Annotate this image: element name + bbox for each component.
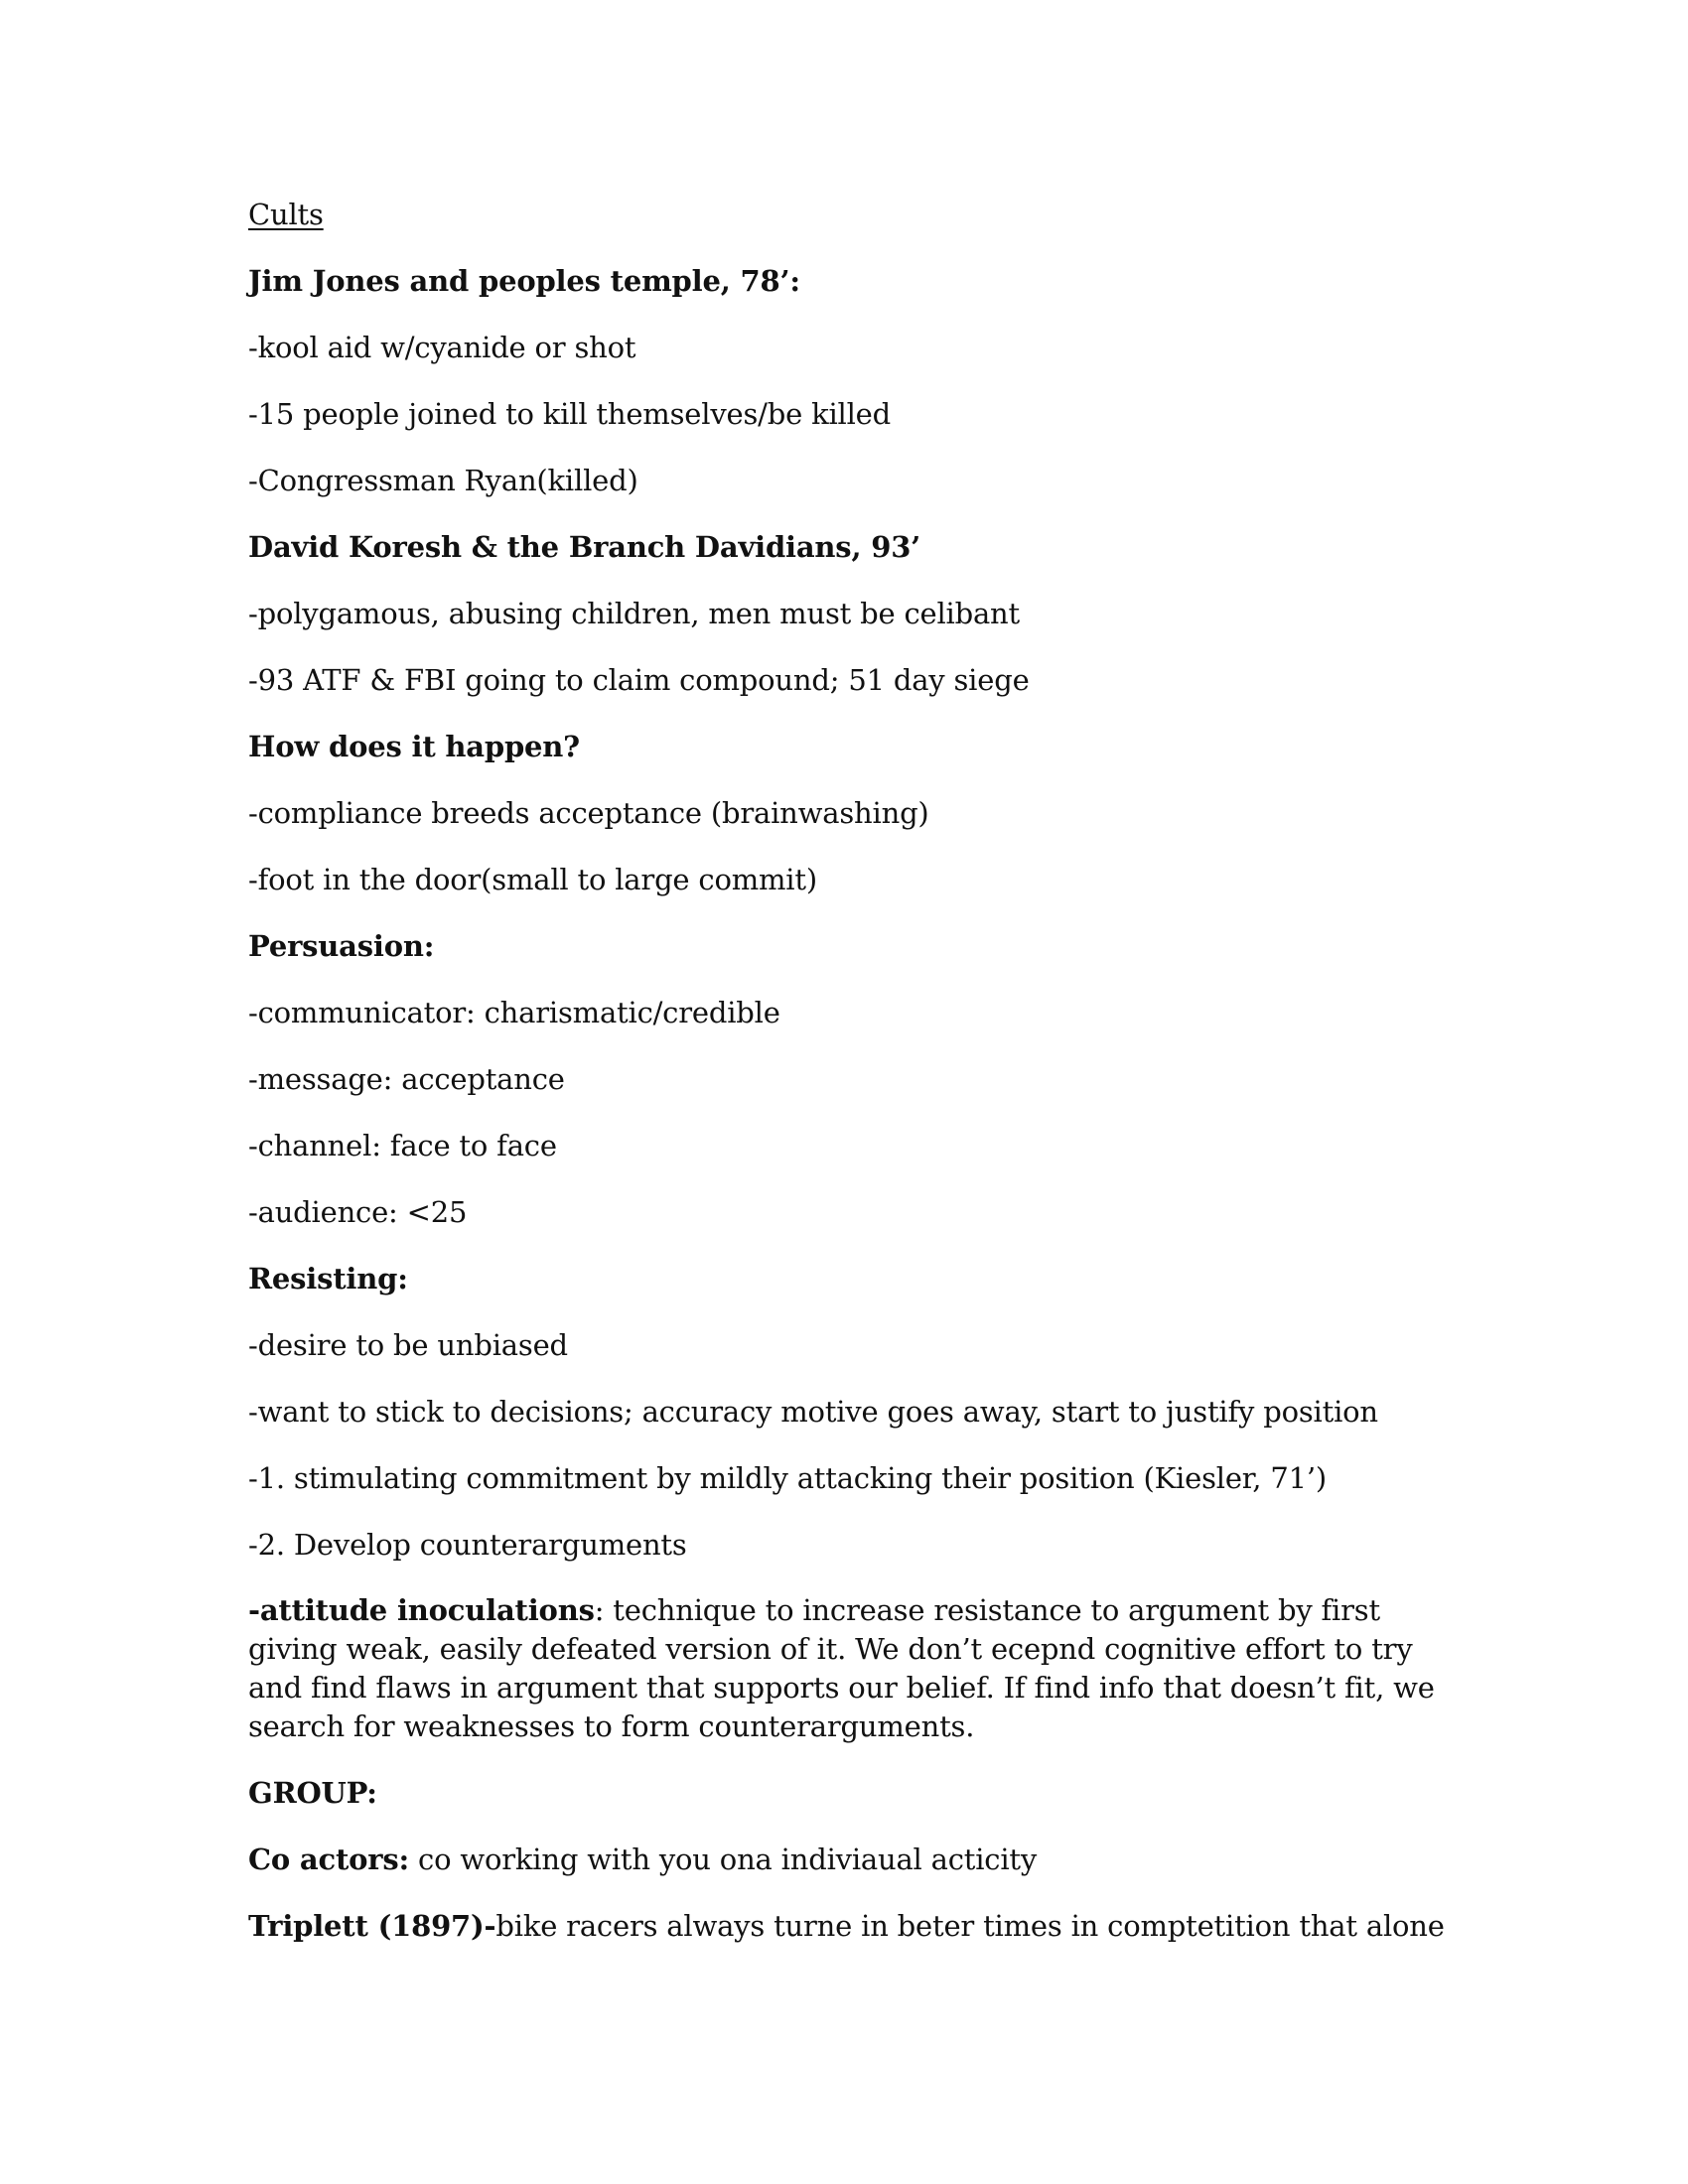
triplett-term: Triplett (1897)- [248,1909,496,1943]
attitude-inoculations-paragraph [248,1591,1470,1746]
note-line: -message: acceptance [248,1062,565,1096]
note-line: -Congressman Ryan(killed) [248,464,638,497]
note-line: -desire to be unbiased [248,1328,568,1362]
note-line: -2. Develop counterarguments [248,1528,687,1562]
inoculation-term: attitude inoculations [259,1593,595,1627]
note-line: -channel: face to face [248,1129,557,1162]
triplett-line [248,1906,1470,1946]
co-actors-text: co working with you ona indiviaual acticity [409,1843,1038,1876]
document-title: Cults [248,198,324,231]
note-line: -audience: <25 [248,1195,468,1229]
heading-group: GROUP: [248,1776,377,1810]
co-actors-line [248,1840,1470,1879]
inoculation-text: : technique to increase resistance to argument by first giving weak, easily defeated version of it. We don’t ecepnd cognitive effort to try and find flaws in argument that supports our belief. If find info that doesn’t fit, we search for weaknesses to form counterarguments. [248,1593,1435,1743]
note-line: -foot in the door(small to large commit) [248,863,817,896]
heading-how-does-it-happen: How does it happen? [248,730,580,763]
note-line: -communicator: charismatic/credible [248,996,780,1029]
heading-david-koresh: David Koresh & the Branch Davidians, 93’ [248,530,921,564]
note-line: -1. stimulating commitment by mildly attacking their position (Kiesler, 71’) [248,1461,1327,1495]
note-line: -15 people joined to kill themselves/be killed [248,397,891,431]
note-line: -want to stick to decisions; accuracy motive goes away, start to justify position [248,1395,1378,1429]
note-line: -kool aid w/cyanide or shot [248,331,636,364]
inoculation-dash: - [248,1593,260,1627]
note-line: -compliance breeds acceptance (brainwashing) [248,796,929,830]
triplett-text: bike racers always turne in beter times in comptetition that alone [495,1909,1445,1943]
heading-persuasion: Persuasion: [248,929,435,963]
heading-resisting: Resisting: [248,1262,408,1296]
heading-jim-jones: Jim Jones and peoples temple, 78’: [248,264,800,298]
note-line: -polygamous, abusing children, men must be celibant [248,597,1020,630]
document-page [248,195,1470,1973]
co-actors-term: Co actors: [248,1843,410,1876]
note-line: -93 ATF & FBI going to claim compound; 51 day siege [248,663,1030,697]
